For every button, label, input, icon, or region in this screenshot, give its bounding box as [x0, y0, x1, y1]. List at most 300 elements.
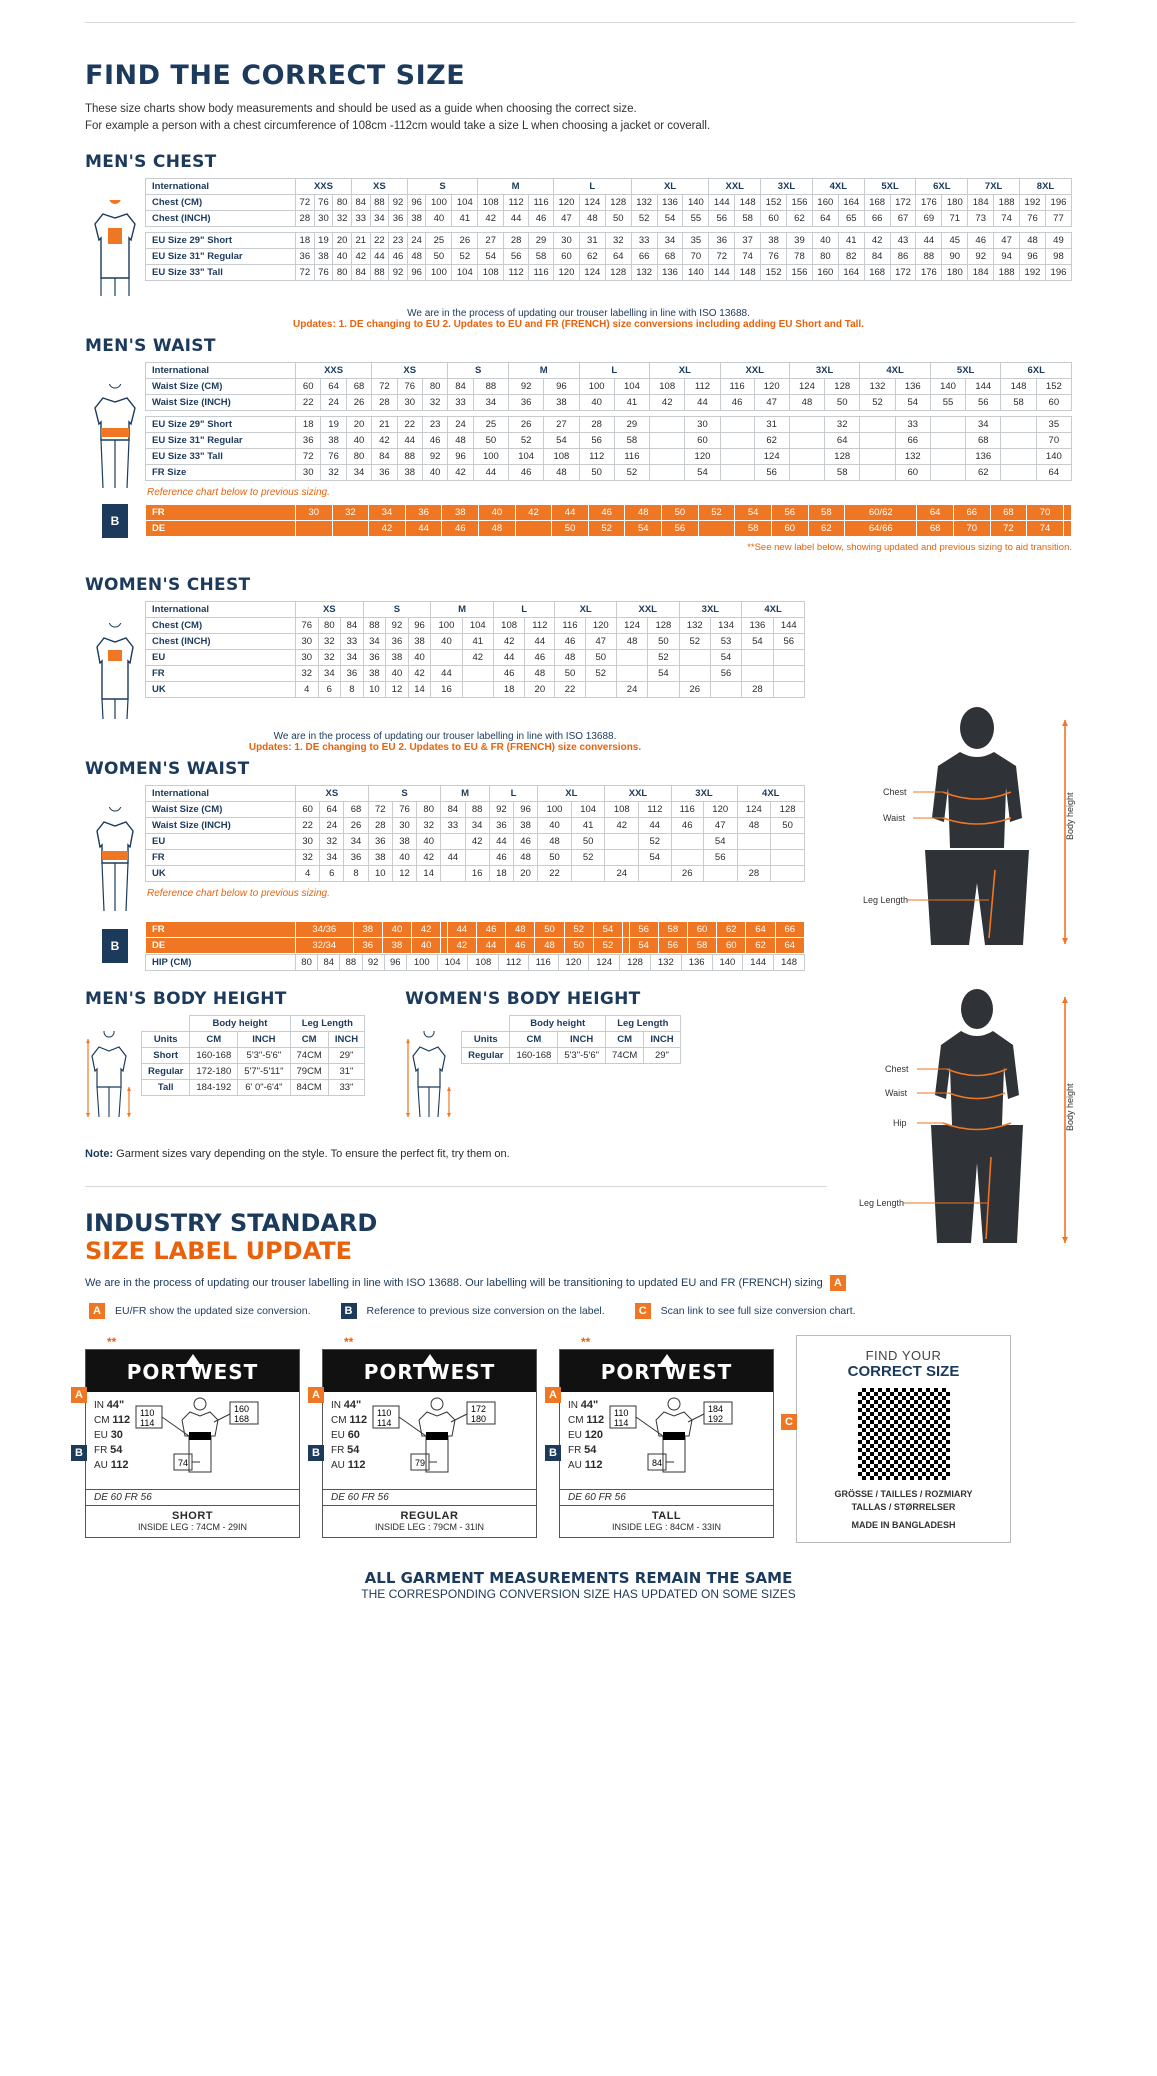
cell — [616, 666, 647, 682]
label-person-icon — [371, 1392, 501, 1484]
cell: 196 — [1045, 195, 1071, 211]
cell: 132 — [631, 265, 657, 281]
cell: 54 — [639, 850, 671, 866]
label-size-key: CM — [94, 1415, 110, 1427]
cell: 100 — [426, 265, 452, 281]
legacy-cell: 46 — [506, 938, 535, 954]
label-size-value: 112 — [347, 1458, 366, 1471]
label-stars: ** — [581, 1335, 591, 1350]
legacy-cell: 74 — [1027, 521, 1064, 537]
label-size-key: AU — [568, 1459, 582, 1471]
legacy-cell: 34/36 — [296, 922, 354, 938]
cell: 28 — [742, 682, 773, 698]
cell: 44 — [493, 650, 524, 666]
cell: 33 — [895, 417, 930, 433]
legacy-cell: 58 — [735, 521, 772, 537]
legacy-cell: 64 — [746, 922, 775, 938]
cell: 42 — [864, 233, 890, 249]
cell: 108 — [478, 195, 504, 211]
cell: 44 — [504, 211, 529, 227]
cell: 112 — [504, 265, 529, 281]
legacy-cell — [332, 521, 369, 537]
cell: 152 — [761, 265, 787, 281]
cell: 76 — [397, 379, 422, 395]
bh-cell: 74CM — [290, 1048, 328, 1064]
bh-unit: INCH — [328, 1032, 364, 1048]
womens-legacy-badge-col — [85, 921, 145, 971]
cell: 50 — [585, 650, 616, 666]
cell: 92 — [509, 379, 544, 395]
industry-title-1: INDUSTRY STANDARD — [85, 1209, 378, 1238]
womens-chest-table — [145, 601, 805, 698]
legend-text-c: Scan link to see full size conversion chart. — [660, 1305, 856, 1318]
badge-a: A — [308, 1387, 324, 1403]
cell: 36 — [509, 395, 544, 411]
womens-waist-update-2: 2. Updates to EU & FR (FRENCH) size conversions. — [398, 742, 642, 754]
cell: 100 — [406, 955, 437, 971]
industry-intro-text: We are in the process of updating our trouser labelling in line with ISO 13688. Our labelling will be transitioning to updated EU and FR (FRENCH) sizing — [85, 1277, 823, 1290]
cell: 36 — [341, 666, 364, 682]
table-row — [146, 818, 805, 834]
badge-a: A — [545, 1387, 561, 1403]
cell: 96 — [513, 802, 537, 818]
legacy-cell: 58 — [658, 922, 687, 938]
cell: 58 — [529, 249, 554, 265]
svg-text:114: 114 — [614, 1418, 629, 1429]
mens-body-height-block — [85, 989, 365, 1126]
cell: 40 — [426, 211, 452, 227]
cell: 65 — [838, 211, 864, 227]
cell: 88 — [370, 265, 389, 281]
cell: 41 — [462, 634, 493, 650]
cell: 44 — [489, 834, 513, 850]
cell: 136 — [895, 379, 930, 395]
bh-unit: CM — [510, 1032, 558, 1048]
legacy-cell: 56 — [658, 938, 687, 954]
cell: 48 — [555, 650, 585, 666]
cell: 56 — [579, 433, 614, 449]
label-figure — [608, 1392, 773, 1489]
svg-text:74: 74 — [178, 1458, 189, 1469]
mens-waist-table-wrap — [145, 362, 1072, 500]
cell: 34 — [318, 666, 341, 682]
size-header: 5XL — [864, 179, 916, 195]
cell: 88 — [473, 379, 508, 395]
cell: 152 — [1036, 379, 1071, 395]
cell: 60 — [554, 249, 580, 265]
qr-code-icon[interactable] — [858, 1388, 950, 1480]
cell: 84 — [341, 618, 364, 634]
row-label: EU Size 33" Tall — [146, 265, 296, 281]
cell: 6 — [320, 866, 344, 882]
table-row — [146, 682, 805, 698]
label-size-row — [94, 1428, 130, 1443]
cell — [930, 433, 965, 449]
cell: 168 — [864, 265, 890, 281]
cell — [720, 417, 754, 433]
cell — [650, 417, 685, 433]
cell: 48 — [448, 433, 473, 449]
cell: 18 — [296, 233, 315, 249]
female-torso-icon — [89, 623, 141, 723]
label-size-row — [568, 1443, 604, 1458]
cell: 50 — [648, 634, 679, 650]
legacy-row — [146, 521, 1072, 537]
cell: 36 — [386, 634, 409, 650]
bh-cell: 33" — [328, 1080, 364, 1096]
cell — [737, 850, 771, 866]
legacy-cell: 32/34 — [296, 938, 354, 954]
cell: 112 — [579, 449, 614, 465]
cell: 72 — [709, 249, 735, 265]
mens-chest-table-wrap — [145, 178, 1072, 281]
table-row — [146, 233, 1072, 249]
cell: 56 — [773, 634, 804, 650]
table-row — [146, 618, 805, 634]
cell: 128 — [648, 618, 679, 634]
cell: 47 — [585, 634, 616, 650]
label-size-key: AU — [94, 1459, 108, 1471]
cell: 40 — [812, 233, 838, 249]
cell: 100 — [579, 379, 614, 395]
legacy-cell: 38 — [353, 922, 382, 938]
label-figure — [371, 1392, 536, 1489]
cell: 124 — [579, 195, 605, 211]
mountain-icon — [421, 1354, 439, 1367]
svg-text:110: 110 — [614, 1408, 629, 1419]
cell: 140 — [1036, 449, 1071, 465]
label-inside-leg: INSIDE LEG : 74CM - 29IN — [137, 1522, 248, 1533]
cell: 72 — [368, 802, 392, 818]
cell: 38 — [408, 634, 431, 650]
cell: 38 — [386, 650, 409, 666]
cell: 22 — [296, 395, 321, 411]
table-row — [146, 195, 1072, 211]
cell: 54 — [685, 465, 720, 481]
cell: 188 — [994, 195, 1020, 211]
cell: 112 — [504, 195, 529, 211]
bh-cell: 5'7"-5'11" — [238, 1064, 290, 1080]
womens-legacy-wrap — [85, 921, 805, 971]
cell: 132 — [860, 379, 895, 395]
svg-text:172: 172 — [471, 1404, 487, 1415]
cell: 44 — [473, 465, 508, 481]
mens-waist-updates-label: Updates: — [292, 319, 336, 331]
cell: 58 — [1001, 395, 1036, 411]
cell — [789, 449, 824, 465]
cell: 54 — [648, 666, 679, 682]
cell: 116 — [529, 265, 554, 281]
womens-body-height-block — [405, 989, 681, 1126]
cell: 108 — [650, 379, 685, 395]
cell: 40 — [392, 850, 416, 866]
cell: 136 — [657, 265, 683, 281]
cell: 46 — [509, 465, 544, 481]
table-row — [146, 955, 805, 971]
header-international: International — [146, 363, 296, 379]
bh-unit: INCH — [238, 1032, 290, 1048]
label-size-row — [331, 1443, 367, 1458]
cell: 42 — [417, 850, 441, 866]
cell — [710, 682, 741, 698]
cell: 48 — [525, 666, 555, 682]
womens-waist-note-line1: We are in the process of updating our trouser labelling in line with ISO 13688. — [273, 731, 617, 743]
bh-group-body-height: Body height — [510, 1016, 606, 1032]
cell: 96 — [407, 195, 426, 211]
cell: 40 — [408, 650, 431, 666]
cell: 36 — [296, 433, 321, 449]
label-size-value: 44" — [580, 1399, 599, 1412]
cell: 144 — [709, 265, 735, 281]
cell: 98 — [1045, 249, 1071, 265]
size-header: XL — [631, 179, 709, 195]
cell: 88 — [397, 449, 422, 465]
cell: 55 — [930, 395, 965, 411]
row-label: EU Size 33" Tall — [146, 449, 296, 465]
legacy-cell — [296, 521, 333, 537]
badge-c: C — [781, 1414, 797, 1430]
cell: 46 — [525, 650, 555, 666]
cell: 80 — [333, 265, 352, 281]
cell: 29 — [529, 233, 554, 249]
bh-row-label: Tall — [142, 1080, 190, 1096]
cell: 136 — [742, 618, 773, 634]
male-measure-diagram — [827, 700, 1077, 950]
bh-units-row — [462, 1032, 681, 1048]
cell: 84 — [441, 802, 465, 818]
table-row — [146, 417, 1072, 433]
cell: 164 — [838, 265, 864, 281]
size-header: XS — [372, 363, 448, 379]
cell: 24 — [605, 866, 639, 882]
legend-item-c — [631, 1303, 856, 1319]
cell: 88 — [465, 802, 489, 818]
cell: 47 — [703, 818, 737, 834]
cell: 28 — [579, 417, 614, 433]
legacy-row-label: FR — [146, 505, 296, 521]
cell: 48 — [1020, 233, 1046, 249]
bh-cell: 5'3"-5'6" — [238, 1048, 290, 1064]
cell — [571, 866, 605, 882]
size-header: XXL — [720, 363, 789, 379]
mens-waist-note-line1: We are in the process of updating our trouser labelling in line with ISO 13688. — [407, 308, 750, 320]
mens-waist-block — [85, 362, 1072, 500]
cell: 41 — [452, 211, 478, 227]
cell: 4 — [296, 682, 319, 698]
label-previous-size: DE 60 FR 56 — [323, 1489, 536, 1505]
cell — [771, 834, 805, 850]
cell: 50 — [473, 433, 508, 449]
legacy-cell: 42 — [369, 521, 406, 537]
legacy-cell: 60 — [687, 922, 716, 938]
cell: 35 — [683, 233, 709, 249]
cell: 160 — [812, 195, 838, 211]
legacy-cell: 62 — [717, 922, 746, 938]
cell — [930, 449, 965, 465]
cell — [441, 866, 465, 882]
cell: 76 — [1020, 211, 1046, 227]
bh-units-label: Units — [142, 1032, 190, 1048]
label-size-list — [560, 1392, 608, 1489]
badge-b: B — [71, 1445, 87, 1461]
legacy-cell: 44 — [447, 922, 476, 938]
cell: 156 — [787, 195, 813, 211]
label-size-key: FR — [94, 1444, 108, 1456]
cell: 18 — [296, 417, 321, 433]
cell: 46 — [389, 249, 408, 265]
cell: 80 — [346, 449, 371, 465]
cell: 144 — [966, 379, 1001, 395]
cell: 50 — [571, 834, 605, 850]
cell: 42 — [351, 249, 370, 265]
cell: 25 — [426, 233, 452, 249]
cell: 42 — [408, 666, 431, 682]
cell: 28 — [372, 395, 397, 411]
womens-body-height-table — [461, 1015, 681, 1064]
legacy-cell: 46 — [588, 505, 625, 521]
cell: 30 — [296, 834, 320, 850]
cell: 72 — [296, 449, 321, 465]
cell: 14 — [408, 682, 431, 698]
label-size-key: IN — [568, 1400, 578, 1412]
cell: 120 — [754, 379, 789, 395]
male-height-icon — [85, 1031, 133, 1121]
legacy-cell: 48 — [625, 505, 662, 521]
label-size-list — [323, 1392, 371, 1489]
mens-body-height-table — [141, 1015, 365, 1096]
cell: 16 — [465, 866, 489, 882]
label-size-value: 112 — [112, 1414, 131, 1427]
cell — [431, 650, 462, 666]
label-size-row — [331, 1398, 367, 1413]
legacy-badge-b-mens: B — [102, 504, 128, 538]
cell: 82 — [838, 249, 864, 265]
table-row — [146, 834, 805, 850]
cell: 22 — [555, 682, 585, 698]
cell: 54 — [895, 395, 930, 411]
cell: 42 — [462, 650, 493, 666]
cell: 27 — [544, 417, 579, 433]
cell: 116 — [528, 955, 558, 971]
cell: 74 — [735, 249, 761, 265]
cell: 56 — [703, 850, 737, 866]
cell: 80 — [333, 195, 352, 211]
legend-item-a — [85, 1303, 311, 1319]
cell — [930, 465, 965, 481]
cell — [773, 650, 804, 666]
cell: 76 — [314, 195, 333, 211]
cell — [679, 650, 710, 666]
cell: 132 — [895, 449, 930, 465]
qr-card[interactable] — [785, 1335, 1011, 1542]
bh-unit: CM — [190, 1032, 238, 1048]
industry-intro — [85, 1275, 1072, 1291]
cell: 96 — [448, 449, 473, 465]
cell: 24 — [320, 818, 344, 834]
cell: 52 — [679, 634, 710, 650]
cell: 76 — [761, 249, 787, 265]
legend-text-a: EU/FR show the updated size conversion. — [115, 1305, 311, 1318]
cell: 48 — [407, 249, 426, 265]
cell: 76 — [314, 265, 333, 281]
row-label: Chest (INCH) — [146, 211, 296, 227]
cell: 68 — [657, 249, 683, 265]
size-header: XXL — [616, 602, 679, 618]
legacy-cell: 34 — [369, 505, 406, 521]
cell: 41 — [838, 233, 864, 249]
size-header: 4XL — [860, 363, 931, 379]
legacy-row — [146, 938, 805, 954]
mens-waist-update-1: 1. DE changing to EU — [338, 319, 440, 331]
legacy-cell: 66 — [775, 922, 804, 938]
cell: 80 — [318, 618, 341, 634]
cell: 33 — [631, 233, 657, 249]
row-label: Chest (CM) — [146, 195, 296, 211]
cell: 120 — [558, 955, 589, 971]
cell: 12 — [386, 682, 409, 698]
cell: 152 — [761, 195, 787, 211]
cell: 172 — [890, 265, 916, 281]
cell: 104 — [571, 802, 605, 818]
cell: 28 — [504, 233, 529, 249]
mens-waist-figure — [85, 362, 145, 494]
male-waist-icon — [89, 384, 141, 494]
bh-row-label: Short — [142, 1048, 190, 1064]
bh-unit: CM — [290, 1032, 328, 1048]
label-size-key: EU — [568, 1430, 582, 1442]
row-label: Waist Size (CM) — [146, 802, 296, 818]
svg-text:184: 184 — [708, 1404, 724, 1415]
label-card — [312, 1335, 537, 1538]
cell: 84 — [864, 249, 890, 265]
cell: 31 — [579, 233, 605, 249]
cell: 26 — [671, 866, 703, 882]
cell: 44 — [441, 850, 465, 866]
cell: 45 — [942, 233, 968, 249]
cell: 148 — [774, 955, 805, 971]
cell: 136 — [966, 449, 1001, 465]
cell: 8 — [341, 682, 364, 698]
label-female-hip: Hip — [893, 1118, 907, 1128]
size-header: XS — [296, 602, 364, 618]
cell: 148 — [1001, 379, 1036, 395]
cell: 46 — [555, 634, 585, 650]
cell: 32 — [296, 850, 320, 866]
label-male-chest: Chest — [883, 787, 907, 797]
cell — [860, 449, 895, 465]
cell: 80 — [296, 955, 318, 971]
bh-unit: INCH — [558, 1032, 606, 1048]
mens-legacy-table-wrap — [145, 504, 1072, 538]
label-size-key: FR — [568, 1444, 582, 1456]
cell: 33 — [441, 818, 465, 834]
table-row — [146, 802, 805, 818]
cell: 148 — [735, 265, 761, 281]
cell: 32 — [321, 465, 346, 481]
cell: 53 — [710, 634, 741, 650]
legacy-cell: 52 — [698, 505, 735, 521]
cell: 44 — [639, 818, 671, 834]
bh-unit: CM — [606, 1032, 644, 1048]
label-size-row — [331, 1413, 367, 1428]
mens-chest-block — [85, 178, 1072, 300]
cell: 34 — [657, 233, 683, 249]
cell: 30 — [296, 465, 321, 481]
bh-row — [142, 1080, 365, 1096]
cell: 54 — [657, 211, 683, 227]
cell: 38 — [363, 666, 386, 682]
cell: 132 — [631, 195, 657, 211]
